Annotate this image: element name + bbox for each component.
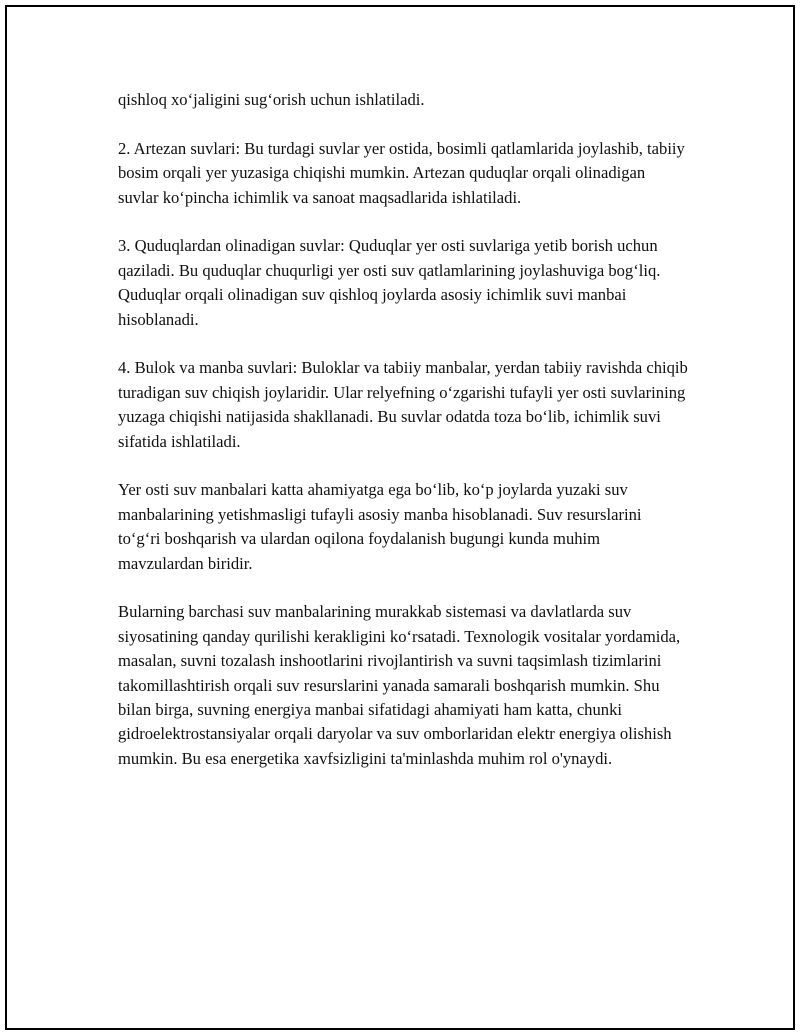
paragraph-continuation: qishloq xo‘jaligini sug‘orish uchun ishlatiladi. — [118, 90, 425, 109]
document-body — [118, 88, 688, 796]
paragraph-groundwater-importance: Yer osti suv manbalari katta ahamiyatga ega bo‘lib, ko‘p joylarda yuzaki suv manbalarining yetishmasligi tufayli asosiy manba hisoblanadi. Suv resurslarini to‘g‘ri boshqarish va ulardan oqilona foydalanish bugungi kunda muhim mavzulardan biridir. — [118, 480, 642, 573]
paragraph-artesian-water: 2. Artezan suvlari: Bu turdagi suvlar yer ostida, bosimli qatlamlarida joylashib, tabiiy bosim orqali yer yuzasiga chiqishi mumkin. Artezan quduqlar orqali olinadigan suvlar ko‘pincha ichimlik va sanoat maqsadlarida ishlatiladi. — [118, 138, 685, 207]
paragraph-spring-water: 4. Bulok va manba suvlari: Buloklar va tabiiy manbalar, yerdan tabiiy ravishda chiqib turadigan suv chiqish joylaridir. Ular relyefning o‘zgarishi tufayli yer osti suvlarining yuzaga chiqishi natijasida shakllanadi. Bu suvlar odatda toza bo‘lib, ichimlik suvi sifatida ishlatiladi. — [118, 358, 688, 451]
paragraph-water-management: Bularning barchasi suv manbalarining murakkab sistemasi va davlatlarda suv siyosatining qanday qurilishi kerakligini ko‘rsatadi. Texnologik vositalar yordamida, masalan, suvni tozalash inshootlarini rivojlantirish va suvni taqsimlash tizimlarini takomillashtirish orqali suv resurslarini yanada samarali boshqarish mumkin. Shu bilan birga, suvning energiya manbai sifatidagi ahamiyati ham katta, chunki gidroelektrostansiyalar orqali daryolar va suv omborlaridan elektr energiya olishish mumkin. Bu esa energetika xavfsizligini ta'minlashda muhim rol o'ynaydi. — [118, 602, 681, 768]
paragraph-well-water: 3. Quduqlardan olinadigan suvlar: Quduqlar yer osti suvlariga yetib borish uchun qaziladi. Bu quduqlar chuqurligi yer osti suv qatlamlarining joylashuviga bog‘liq. Quduqlar orqali olinadigan suv qishloq joylarda asosiy ichimlik suvi manbai hisoblanadi. — [118, 236, 661, 329]
